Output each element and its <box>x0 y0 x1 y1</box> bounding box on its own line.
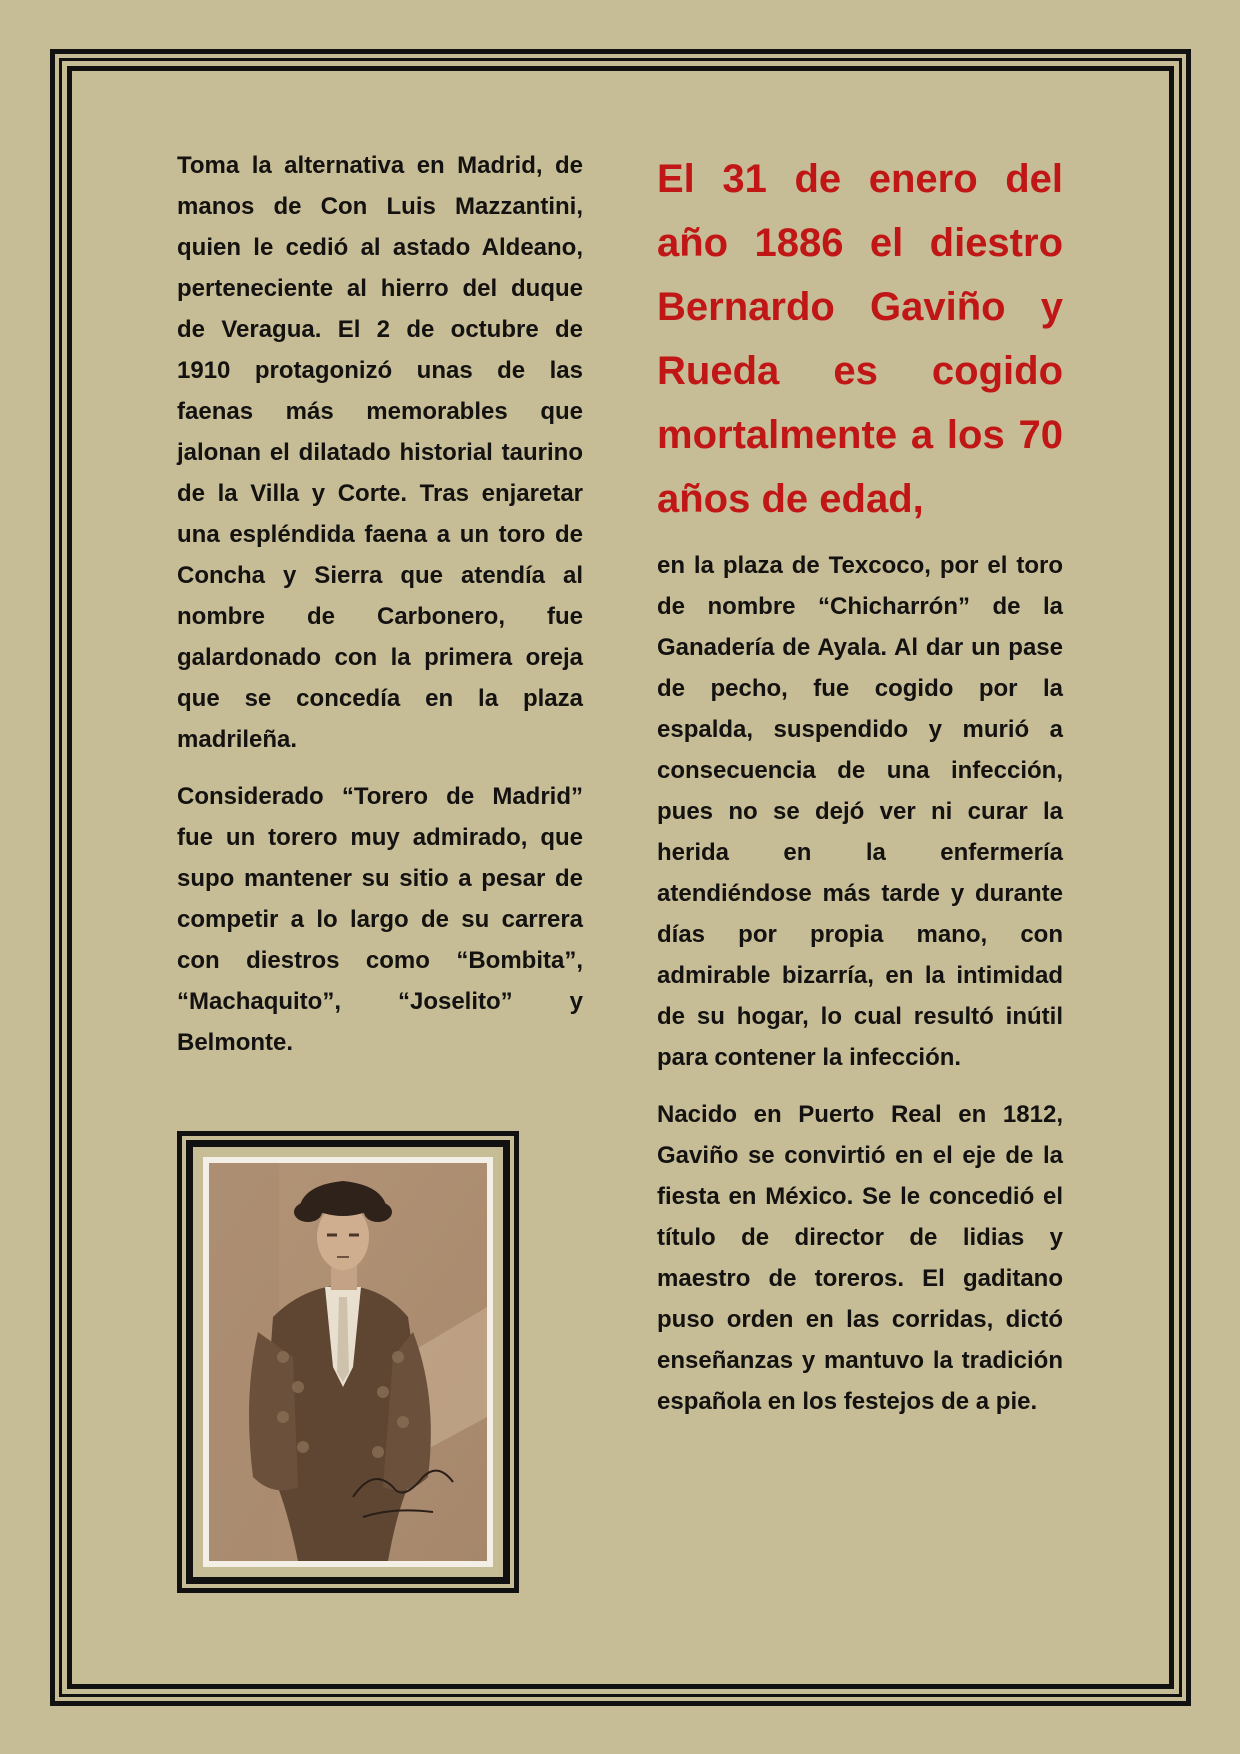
headline: El 31 de enero del año 1886 el diestro Bernardo Gaviño y Rueda es cogido mortalmente a los 70 años de edad, <box>657 157 1063 521</box>
photo-frame <box>177 1131 519 1593</box>
bullfighter-photo <box>203 1157 493 1567</box>
left-paragraph-1: Toma la alternativa en Madrid, de manos de Con Luis Mazzantini, quien le cedió al astado Aldeano, perteneciente al hierro del duque de Veragua. El 2 de octubre de 1910 protagonizó unas de las faenas más memorables que jalonan el dilatado historial taurino de la Villa y Corte. Tras enjaretar una espléndida faena a un toro de Concha y Sierra que atendía al nombre de Carbonero, fue galardonado con la primera oreja que se concedía en la plaza madrileña. <box>177 152 583 753</box>
right-column <box>657 147 1063 1438</box>
right-paragraph-2: Nacido en Puerto Real en 1812, Gaviño se convirtió en el eje de la fiesta en México. Se le concedió el título de director de lidias y maestro de toreros. El gaditano puso orden en las corridas, dictó enseñanzas y mantuvo la tradición española en los festejos de a pie. <box>657 1101 1063 1415</box>
left-paragraph-2: Considerado “Torero de Madrid” fue un torero muy admirado, que supo mantener su sitio a pesar de competir a lo largo de su carrera con diestros como “Bombita”, “Machaquito”, “Joselito” y Belmonte. <box>177 783 583 1056</box>
left-column <box>177 145 583 1079</box>
right-paragraph-1: en la plaza de Texcoco, por el toro de nombre “Chicharrón” de la Ganadería de Ayala. Al dar un pase de pecho, fue cogido por la espalda, suspendido y murió a consecuencia de una infección, pues no se dejó ver ni curar la herida en la enfermería atendiéndose más tarde y durante días por propia mano, con admirable bizarría, en la intimidad de su hogar, lo cual resultó inútil para contener la infección. <box>657 552 1063 1071</box>
